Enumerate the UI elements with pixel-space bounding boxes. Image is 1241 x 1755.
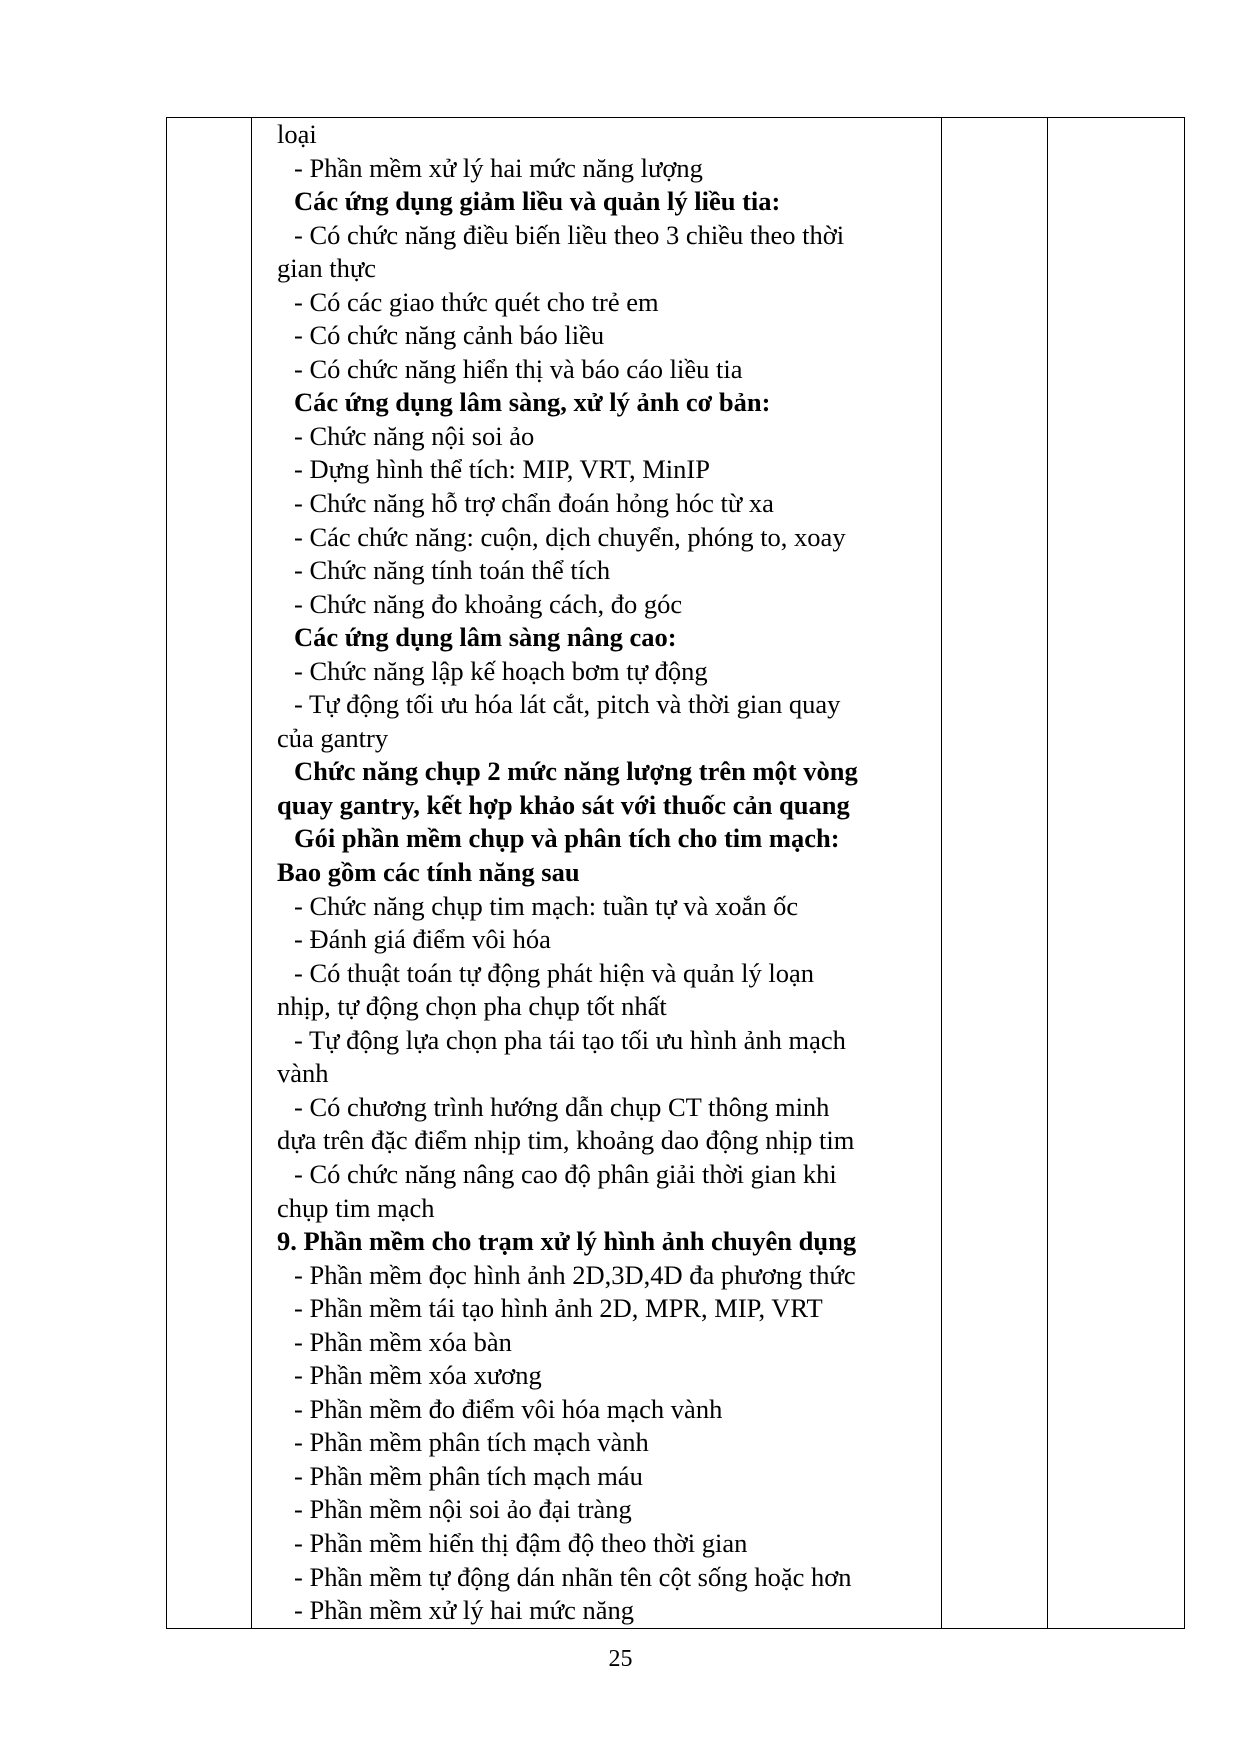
text-line: - Tự động lựa chọn pha tái tạo tối ưu hình ảnh mạch [294, 1024, 846, 1055]
text-line: - Có thuật toán tự động phát hiện và quản lý loạn [294, 957, 814, 988]
text-line: - Có chức năng cảnh báo liều [294, 320, 605, 351]
section-heading-line: Các ứng dụng giảm liều và quản lý liều tia: [294, 186, 781, 217]
text-line: nhịp, tự động chọn pha chụp tốt nhất [277, 991, 667, 1022]
text-line: - Dựng hình thể tích: MIP, VRT, MinIP [294, 454, 710, 485]
text-line: - Phần mềm xử lý hai mức năng [294, 1595, 635, 1626]
column-divider [1047, 118, 1048, 1628]
text-line: - Chức năng hỗ trợ chẩn đoán hỏng hóc từ xa [294, 488, 774, 519]
text-line: vành [277, 1058, 329, 1089]
text-line: - Phần mềm tự động dán nhãn tên cột sống hoặc hơn [294, 1561, 852, 1592]
section-heading-line: Bao gồm các tính năng sau [277, 857, 580, 888]
text-line: - Đánh giá điểm vôi hóa [294, 924, 551, 955]
text-line: - Phần mềm xử lý hai mức năng lượng [294, 152, 703, 183]
text-line: - Chức năng lập kế hoạch bơm tự động [294, 655, 708, 686]
text-line: chụp tim mạch [277, 1192, 435, 1223]
text-line: - Phần mềm xóa bàn [294, 1326, 512, 1357]
text-line: - Có chức năng hiển thị và báo cáo liều tia [294, 353, 743, 384]
page-number: 25 [608, 1646, 633, 1672]
text-line: - Các chức năng: cuộn, dịch chuyển, phóng to, xoay [294, 521, 846, 552]
section-heading-line: 9. Phần mềm cho trạm xử lý hình ảnh chuyên dụng [277, 1226, 857, 1257]
text-line: - Phần mềm phân tích mạch vành [294, 1427, 649, 1458]
text-line: của gantry [277, 722, 389, 753]
text-line: - Tự động tối ưu hóa lát cắt, pitch và thời gian quay [294, 689, 841, 720]
text-line: - Phần mềm tái tạo hình ảnh 2D, MPR, MIP, VRT [294, 1293, 823, 1324]
text-line: - Có chương trình hướng dẫn chụp CT thông minh [294, 1091, 830, 1122]
text-line: - Phần mềm hiển thị đậm độ theo thời gian [294, 1527, 748, 1558]
text-line: - Có chức năng nâng cao độ phân giải thời gian khi [294, 1158, 837, 1189]
text-line: loại [277, 119, 317, 149]
text-line: gian thực [277, 253, 376, 284]
section-heading-line: Chức năng chụp 2 mức năng lượng trên một vòng [294, 756, 858, 787]
text-line: - Có các giao thức quét cho trẻ em [294, 286, 659, 317]
text-line: - Phần mềm đọc hình ảnh 2D,3D,4D đa phương thức [294, 1259, 856, 1290]
section-heading-line: quay gantry, kết hợp khảo sát với thuốc cản quang [277, 789, 850, 820]
spec-description-cell [277, 118, 967, 1628]
text-line: - Chức năng đo khoảng cách, đo góc [294, 588, 683, 619]
section-heading-line: Gói phần mềm chụp và phân tích cho tim mạch: [294, 823, 840, 854]
text-line: dựa trên đặc điểm nhịp tim, khoảng dao động nhịp tim [277, 1125, 855, 1156]
text-line: - Phần mềm nội soi ảo đại tràng [294, 1494, 632, 1525]
text-line: - Phần mềm phân tích mạch máu [294, 1460, 643, 1491]
text-line: - Có chức năng điều biến liều theo 3 chiều theo thời [294, 219, 845, 250]
text-line: - Chức năng nội soi ảo [294, 420, 535, 451]
text-line: - Chức năng chụp tim mạch: tuần tự và xoắn ốc [294, 890, 799, 921]
text-line: - Phần mềm đo điểm vôi hóa mạch vành [294, 1393, 723, 1424]
column-divider [251, 118, 252, 1628]
section-heading-line: Các ứng dụng lâm sàng nâng cao: [294, 622, 677, 653]
section-heading-line: Các ứng dụng lâm sàng, xử lý ảnh cơ bản: [294, 387, 771, 418]
text-line: - Chức năng tính toán thể tích [294, 555, 611, 586]
text-line: - Phần mềm xóa xương [294, 1360, 542, 1391]
spec-table [166, 117, 1185, 1629]
